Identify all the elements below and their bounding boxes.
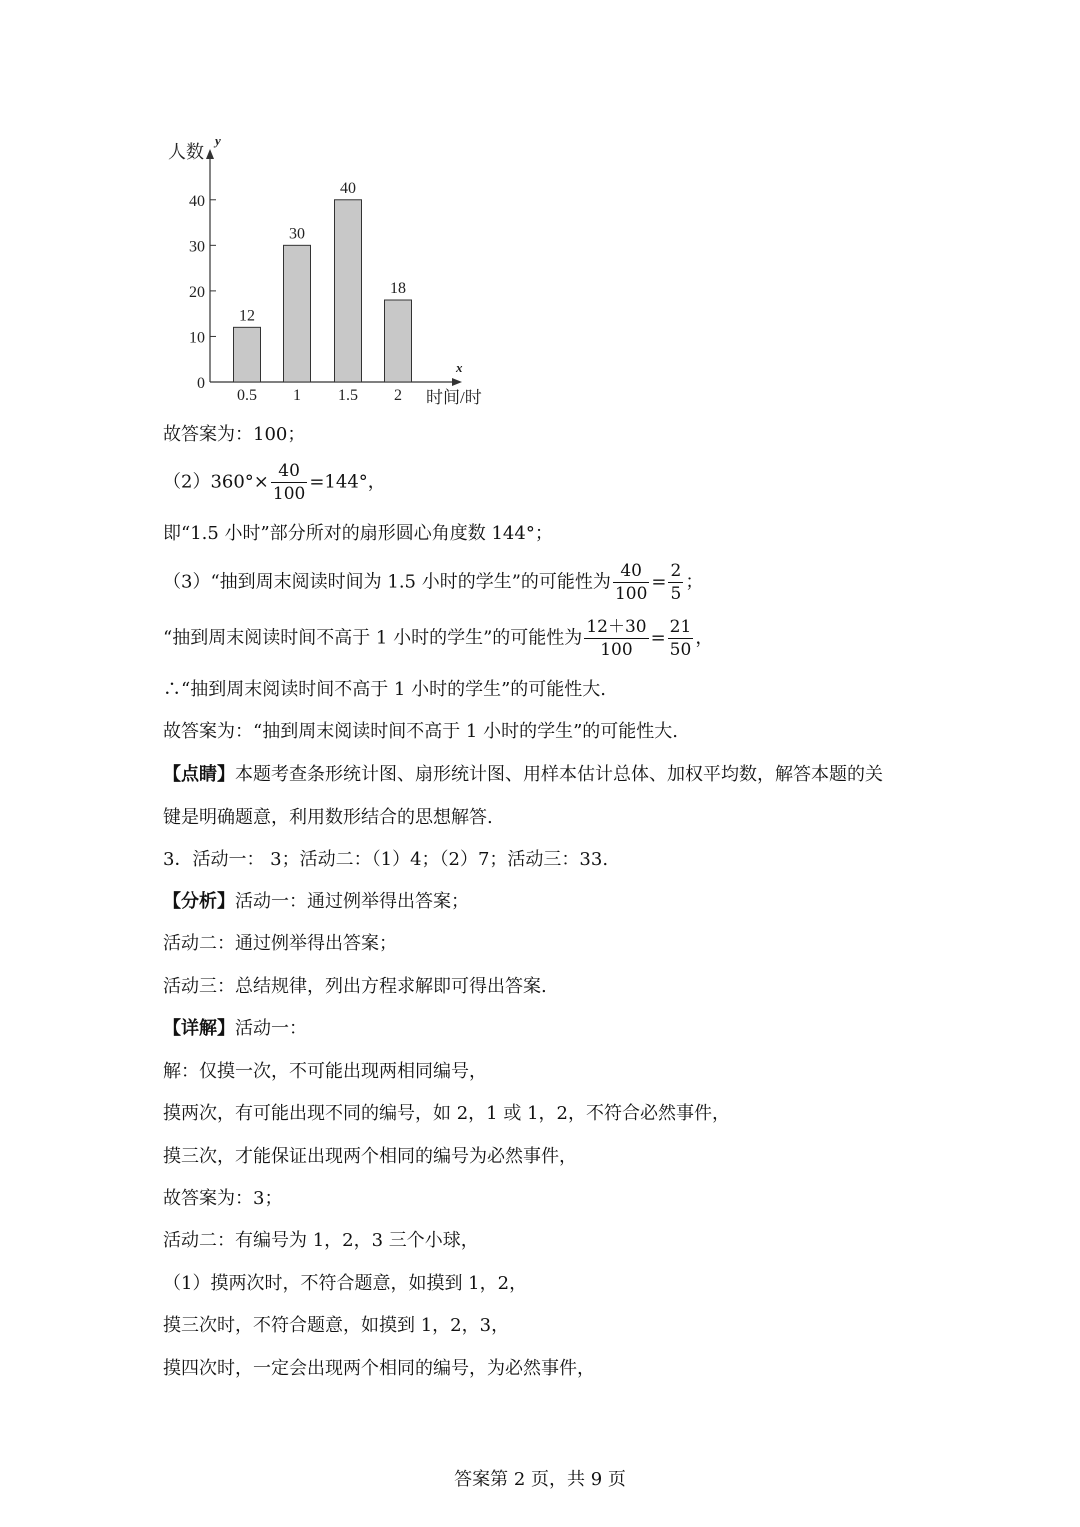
analysis-line-1 (163, 890, 469, 914)
x-tick-label: 2 (394, 387, 402, 404)
fraction-40-100 (613, 560, 649, 605)
x-tick-label: 1.5 (338, 387, 358, 404)
analysis-text: 活动一：通过例举得出答案； (235, 891, 469, 912)
detail-line-3: 摸两次，有可能出现不同的编号，如 2，1 或 1，2，不符合必然事件， (163, 1103, 730, 1124)
analysis-line-3: 活动三：总结规律，列出方程求解即可得出答案. (163, 976, 547, 997)
y-axis-arrow (206, 149, 214, 159)
bar (335, 200, 362, 382)
detail-line-8: 摸三次时，不符合题意，如摸到 1，2，3， (163, 1315, 510, 1336)
fraction-numerator: 12＋30 (586, 617, 647, 637)
x-tick-label: 0.5 (237, 387, 257, 404)
detail-text: 活动一： (235, 1018, 307, 1039)
detail-line-5: 故答案为：3； (163, 1188, 283, 1209)
fraction-2-5 (668, 560, 683, 605)
answer-line-2 (163, 460, 386, 505)
answer-line-6: ∴“抽到周末阅读时间不高于 1 小时的学生”的可能性大. (163, 679, 607, 700)
equals-sign: = (651, 571, 667, 593)
bar (385, 300, 412, 382)
fraction-numerator: 40 (271, 460, 307, 483)
y-tick-label: 40 (189, 192, 205, 210)
fraction-denominator: 100 (272, 484, 306, 504)
answer-line-4 (163, 560, 703, 605)
fraction-denominator: 100 (600, 640, 633, 660)
page-footer: 答案第 2 页，共 9 页 (454, 1469, 626, 1490)
bar (234, 327, 261, 382)
analysis-line-2: 活动二：通过例举得出答案； (163, 933, 397, 954)
bar-value-label: 40 (340, 179, 356, 197)
answer-line-1: 故答案为：100； (163, 424, 306, 445)
comment-line-1 (163, 763, 883, 787)
fraction-21-50 (668, 616, 694, 661)
question-3-answer: 3．活动一： 3；活动二：（1）4；（2）7；活动三：33. (163, 849, 609, 870)
detail-line-2: 解：仅摸一次，不可能出现两相同编号， (163, 1061, 487, 1082)
detail-line-7: （1）摸两次时，不符合题意，如摸到 1，2， (163, 1273, 528, 1294)
detail-line-1 (163, 1017, 307, 1041)
y-tick-label: 30 (189, 238, 205, 256)
fraction-denominator: 50 (669, 640, 692, 660)
fraction-denominator: 100 (614, 584, 648, 604)
fraction-numerator: 40 (613, 560, 649, 583)
comment-text: 本题考查条形统计图、扇形统计图、用样本估计总体、加权平均数，解答本题的关 (235, 764, 883, 785)
bar-value-label: 18 (390, 280, 406, 297)
analysis-tag: 【分析】 (163, 891, 235, 912)
line-5-suffix: ， (695, 627, 714, 649)
comment-tag: 【点睛】 (163, 764, 235, 785)
answer-line-3: 即“1.5 小时”部分所对的扇形圆心角度数 144°； (163, 523, 553, 544)
x-tick-label: 1 (293, 387, 301, 404)
y-tick-label: 0 (197, 375, 205, 392)
answer-line-5 (163, 616, 713, 661)
line-2-suffix: =144°， (309, 471, 386, 493)
y-axis-letter: y (215, 133, 221, 148)
line-2-prefix: （2）360°× (163, 471, 269, 493)
fraction-numerator: 2 (670, 561, 682, 581)
y-tick-label: 20 (189, 283, 205, 301)
answer-line-7: 故答案为：“抽到周末阅读时间不高于 1 小时的学生”的可能性大. (163, 721, 679, 742)
equals-sign: = (650, 627, 666, 649)
bar-value-label: 30 (289, 225, 305, 243)
fraction-40-100 (271, 460, 307, 505)
y-tick-label: 10 (189, 329, 205, 347)
bar (284, 245, 311, 382)
detail-line-6: 活动二：有编号为 1，2，3 三个小球， (163, 1230, 479, 1251)
line-5-prefix: “抽到周末阅读时间不高于 1 小时的学生”的可能性为 (163, 627, 583, 649)
comment-line-2: 键是明确题意，利用数形结合的思想解答. (163, 807, 493, 828)
bar-chart (160, 125, 500, 410)
detail-tag: 【详解】 (163, 1018, 235, 1039)
line-4-prefix: （3）“抽到周末阅读时间为 1.5 小时的学生”的可能性为 (163, 571, 611, 593)
line-4-suffix: ； (685, 571, 704, 593)
fraction-12-plus-30-over-100 (584, 616, 648, 661)
detail-line-9: 摸四次时，一定会出现两个相同的编号，为必然事件， (163, 1358, 595, 1379)
bar-value-label: 12 (239, 307, 255, 325)
fraction-denominator: 5 (670, 584, 682, 604)
y-axis-title: 人数 (168, 142, 204, 162)
x-axis-title: 时间/时 (426, 388, 482, 407)
x-axis-arrow (452, 378, 462, 386)
detail-line-4: 摸三次，才能保证出现两个相同的编号为必然事件， (163, 1146, 577, 1167)
fraction-numerator: 21 (669, 617, 692, 637)
x-axis-letter: x (456, 360, 463, 375)
